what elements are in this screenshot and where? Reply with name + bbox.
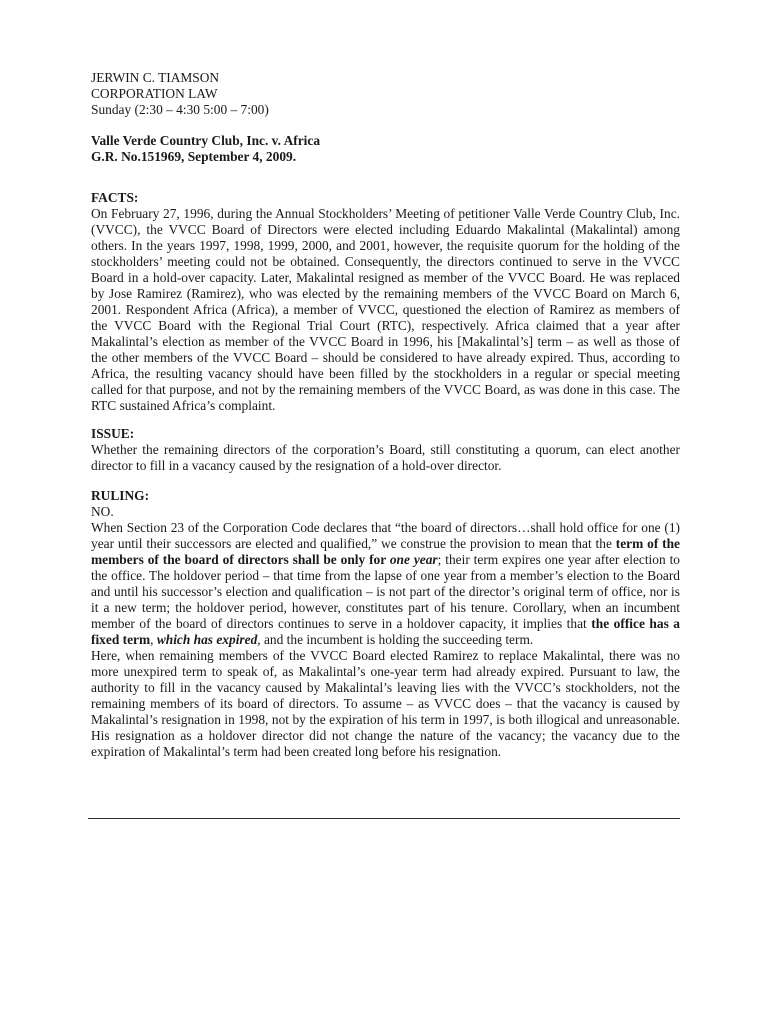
course-name: CORPORATION LAW <box>91 86 218 101</box>
issue-paragraph: Whether the remaining directors of the corporation’s Board, still constituting a quorum, can elect another director to fill in a vacancy caused by the resignation of a hold-over director. <box>91 442 680 473</box>
ruling-text-run: When Section 23 of the Corporation Code declares that “the board of directors…shall hold office for one (1) year until their successors are elected and qualified,” we construe the provision to mean that the <box>91 520 680 551</box>
issue-heading: ISSUE: <box>91 426 135 441</box>
ruling-text-run: , <box>150 632 157 647</box>
ruling-answer: NO. <box>91 504 114 519</box>
bottom-divider <box>88 818 680 819</box>
ruling-text-run: , and the incumbent is holding the succeeding term. <box>257 632 534 647</box>
ruling-bold-run: the office has a fixed term <box>91 616 680 647</box>
ruling-heading: RULING: <box>91 488 150 503</box>
ruling-bold-italic-run: which has expired <box>156 632 258 647</box>
case-citation: G.R. No.151969, September 4, 2009. <box>91 149 297 164</box>
class-schedule: Sunday (2:30 – 4:30 5:00 – 7:00) <box>91 102 269 117</box>
document-header <box>91 70 680 118</box>
ruling-paragraph-1 <box>91 520 680 648</box>
ruling-text-run: ; their term expires one year after election to the office. The holdover period – that time from the lapse of one year from a member’s election to the Board and until his successor’s election and qualification – is not part of the director’s original term of office, nor is it a new term; the holdover period, however, constitutes part of his tenure. Corollary, when an incumbent member of the board of directors continues to serve in a holdover capacity, it implies that <box>91 552 680 631</box>
ruling-paragraph-2: Here, when remaining members of the VVCC Board elected Ramirez to replace Makalintal, there was no more unexpired term to speak of, as Makalintal’s one-year term had already expired. Pursuant to law, the authority to fill in the vacancy caused by Makalintal’s leaving lies with the VVCC’s stockholders, not the remaining members of its board of directors. To assume – as VVCC does – that the vacancy is caused by Makalintal’s resignation in 1998, not by the expiration of his term in 1997, is both illogical and unreasonable. His resignation as a holdover director did not change the nature of the vacancy; the vacancy due to the expiration of Makalintal’s term had been created long before his resignation. <box>91 648 680 759</box>
author-name: JERWIN C. TIAMSON <box>91 70 220 85</box>
case-title-block <box>91 133 680 165</box>
case-title: Valle Verde Country Club, Inc. v. Africa <box>91 133 321 148</box>
ruling-bold-italic-run: one year <box>389 552 438 567</box>
ruling-bold-run: term of the members of the board of directors shall be only for <box>91 536 681 567</box>
facts-paragraph: On February 27, 1996, during the Annual Stockholders’ Meeting of petitioner Valle Verde Country Club, Inc. (VVCC), the VVCC Board of Directors were elected including Eduardo Makalintal (Makalintal) among others. In the years 1997, 1998, 1999, 2000, and 2001, however, the requisite quorum for the holding of the stockholders’ meeting could not be obtained. Consequently, the directors continued to serve in the VVCC Board in a hold-over capacity. Later, Makalintal resigned as member of the VVCC Board. He was replaced by Jose Ramirez (Ramirez), who was elected by the remaining members of the VVCC Board on March 6, 2001. Respondent Africa (Africa), a member of VVCC, questioned the election of Ramirez as members of the VVCC Board with the Regional Trial Court (RTC), respectively. Africa claimed that a year after Makalintal’s election as member of the VVCC Board in 1996, his [Makalintal’s] term – as well as those of the other members of the VVCC Board – should be considered to have already expired. Thus, according to Africa, the resulting vacancy should have been filled by the stockholders in a regular or special meeting called for that purpose, and not by the remaining members of the VVCC Board, as was done in this case. The RTC sustained Africa’s complaint. <box>91 206 680 413</box>
facts-heading: FACTS: <box>91 190 139 205</box>
